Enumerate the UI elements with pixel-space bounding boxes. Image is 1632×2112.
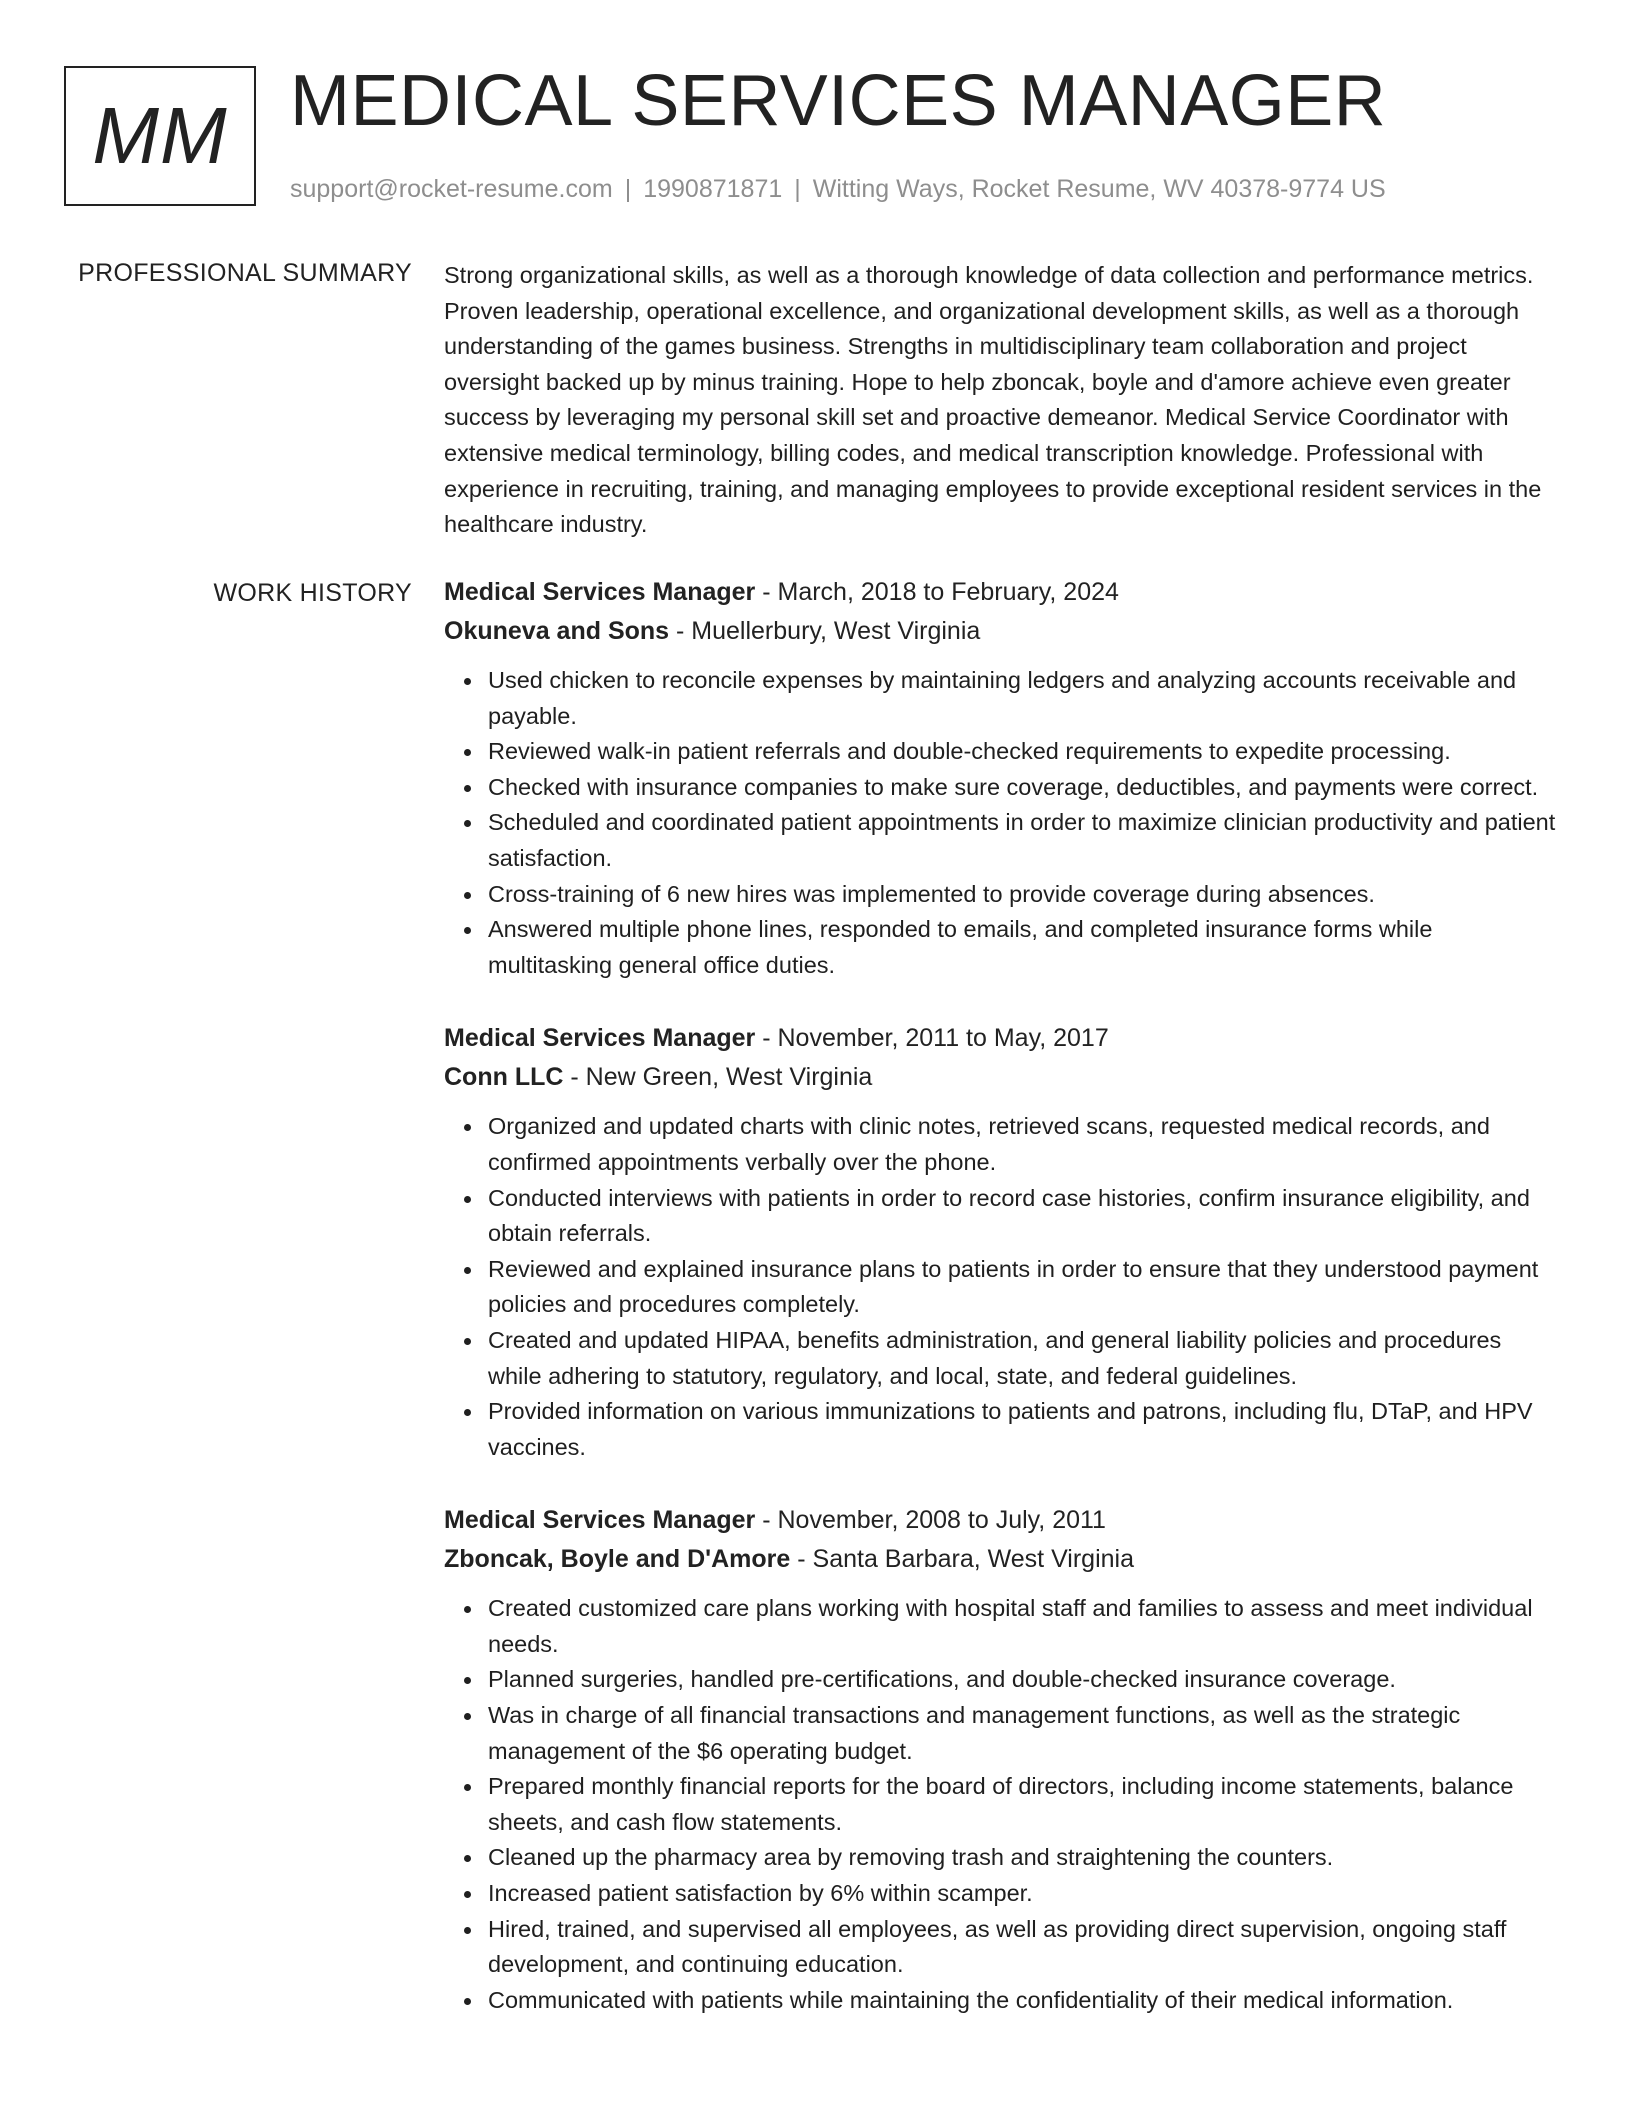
job-bullets [444, 663, 1560, 983]
jobs-list [444, 573, 1560, 2054]
job-entry [444, 1501, 1560, 2018]
job-title-line [444, 573, 1560, 612]
job-bullet: Organized and updated charts with clinic notes, retrieved scans, requested medical records, and confirmed appointments verbally over the phone. [488, 1109, 1560, 1180]
contact-address: Witting Ways, Rocket Resume, WV 40378-9774 US [812, 175, 1386, 203]
job-bullet: Answered multiple phone lines, responded to emails, and completed insurance forms while multitasking general office duties. [488, 912, 1560, 983]
job-company: Okuneva and Sons [444, 617, 670, 645]
contact-line [290, 172, 1386, 206]
job-bullets [444, 1591, 1560, 2018]
job-company-line [444, 1540, 1560, 1579]
job-company: Zboncak, Boyle and D'Amore [444, 1545, 791, 1574]
job-dates: - March, 2018 to February, 2024 [762, 578, 1119, 606]
job-title: Medical Services Manager [444, 1506, 756, 1535]
job-title-line [444, 1501, 1560, 1540]
job-bullet: Cross-training of 6 new hires was implemented to provide coverage during absences. [488, 877, 1560, 913]
job-bullet: Was in charge of all financial transactions and management functions, as well as the strategic management of the $6 operating budget. [488, 1698, 1560, 1769]
job-dates: - November, 2011 to May, 2017 [762, 1024, 1109, 1053]
job-company: Conn LLC [444, 1063, 564, 1092]
contact-phone[interactable]: 1990871871 [643, 175, 783, 203]
job-bullet: Hired, trained, and supervised all employees, as well as providing direct supervision, ongoing staff development, and continuing education. [488, 1912, 1560, 1983]
job-bullet: Conducted interviews with patients in order to record case histories, confirm insurance eligibility, and obtain referrals. [488, 1181, 1560, 1252]
job-bullet: Scheduled and coordinated patient appointments in order to maximize clinician productivity and patient satisfaction. [488, 805, 1560, 876]
job-bullets [444, 1109, 1560, 1465]
contact-separator: | [794, 175, 801, 203]
job-location: - Santa Barbara, West Virginia [797, 1545, 1134, 1574]
job-bullet: Checked with insurance companies to make sure coverage, deductibles, and payments were correct. [488, 770, 1560, 806]
job-bullet: Communicated with patients while maintaining the confidentiality of their medical information. [488, 1983, 1560, 2019]
job-bullet: Used chicken to reconcile expenses by maintaining ledgers and analyzing accounts receivable and payable. [488, 663, 1560, 734]
job-bullet: Planned surgeries, handled pre-certifications, and double-checked insurance coverage. [488, 1662, 1560, 1698]
job-entry [444, 1019, 1560, 1465]
resume-title: MEDICAL SERVICES MANAGER [290, 61, 1387, 141]
summary-heading: PROFESSIONAL SUMMARY [78, 259, 412, 287]
monogram-initials: MM [92, 91, 228, 180]
job-title: Medical Services Manager [444, 578, 756, 606]
job-company-line [444, 1058, 1560, 1097]
job-bullet: Provided information on various immunizations to patients and patrons, including flu, DTaP, and HPV vaccines. [488, 1394, 1560, 1465]
job-bullet: Cleaned up the pharmacy area by removing trash and straightening the counters. [488, 1840, 1560, 1876]
job-bullet: Reviewed walk-in patient referrals and double-checked requirements to expedite processing. [488, 734, 1560, 770]
job-bullet: Increased patient satisfaction by 6% within scamper. [488, 1876, 1560, 1912]
job-company-line [444, 612, 1560, 651]
job-bullet: Created customized care plans working with hospital staff and families to assess and meet individual needs. [488, 1591, 1560, 1662]
job-entry [444, 573, 1560, 983]
job-dates: - November, 2008 to July, 2011 [762, 1506, 1106, 1535]
job-title: Medical Services Manager [444, 1024, 756, 1053]
job-location: - New Green, West Virginia [570, 1063, 873, 1092]
monogram-box [64, 66, 256, 206]
contact-separator: | [624, 175, 632, 203]
job-bullet: Created and updated HIPAA, benefits administration, and general liability policies and procedures while adhering to statutory, regulatory, and local, state, and federal guidelines. [488, 1323, 1560, 1394]
job-bullet: Reviewed and explained insurance plans to patients in order to ensure that they understood payment policies and procedures completely. [488, 1252, 1560, 1323]
job-bullet: Prepared monthly financial reports for the board of directors, including income statements, balance sheets, and cash flow statements. [488, 1769, 1560, 1840]
work-history-heading: WORK HISTORY [213, 579, 412, 607]
summary-text: Strong organizational skills, as well as a thorough knowledge of data collection and performance metrics. Proven leadership, operational excellence, and organizational development skills, as well as a thorough understanding of the games business. Strengths in multidisciplinary team collaboration and project oversight backed up by minus training. Hope to help zboncak, boyle and d'amore achieve even greater success by leveraging my personal skill set and proactive demeanor. Medical Service Coordinator with extensive medical terminology, billing codes, and medical transcription knowledge. Professional with experience in recruiting, training, and managing employees to provide exceptional resident services in the healthcare industry. [444, 262, 1542, 538]
job-title-line [444, 1019, 1560, 1058]
contact-email[interactable]: support@rocket-resume.com [290, 175, 613, 203]
job-location: - Muellerbury, West Virginia [676, 617, 981, 645]
